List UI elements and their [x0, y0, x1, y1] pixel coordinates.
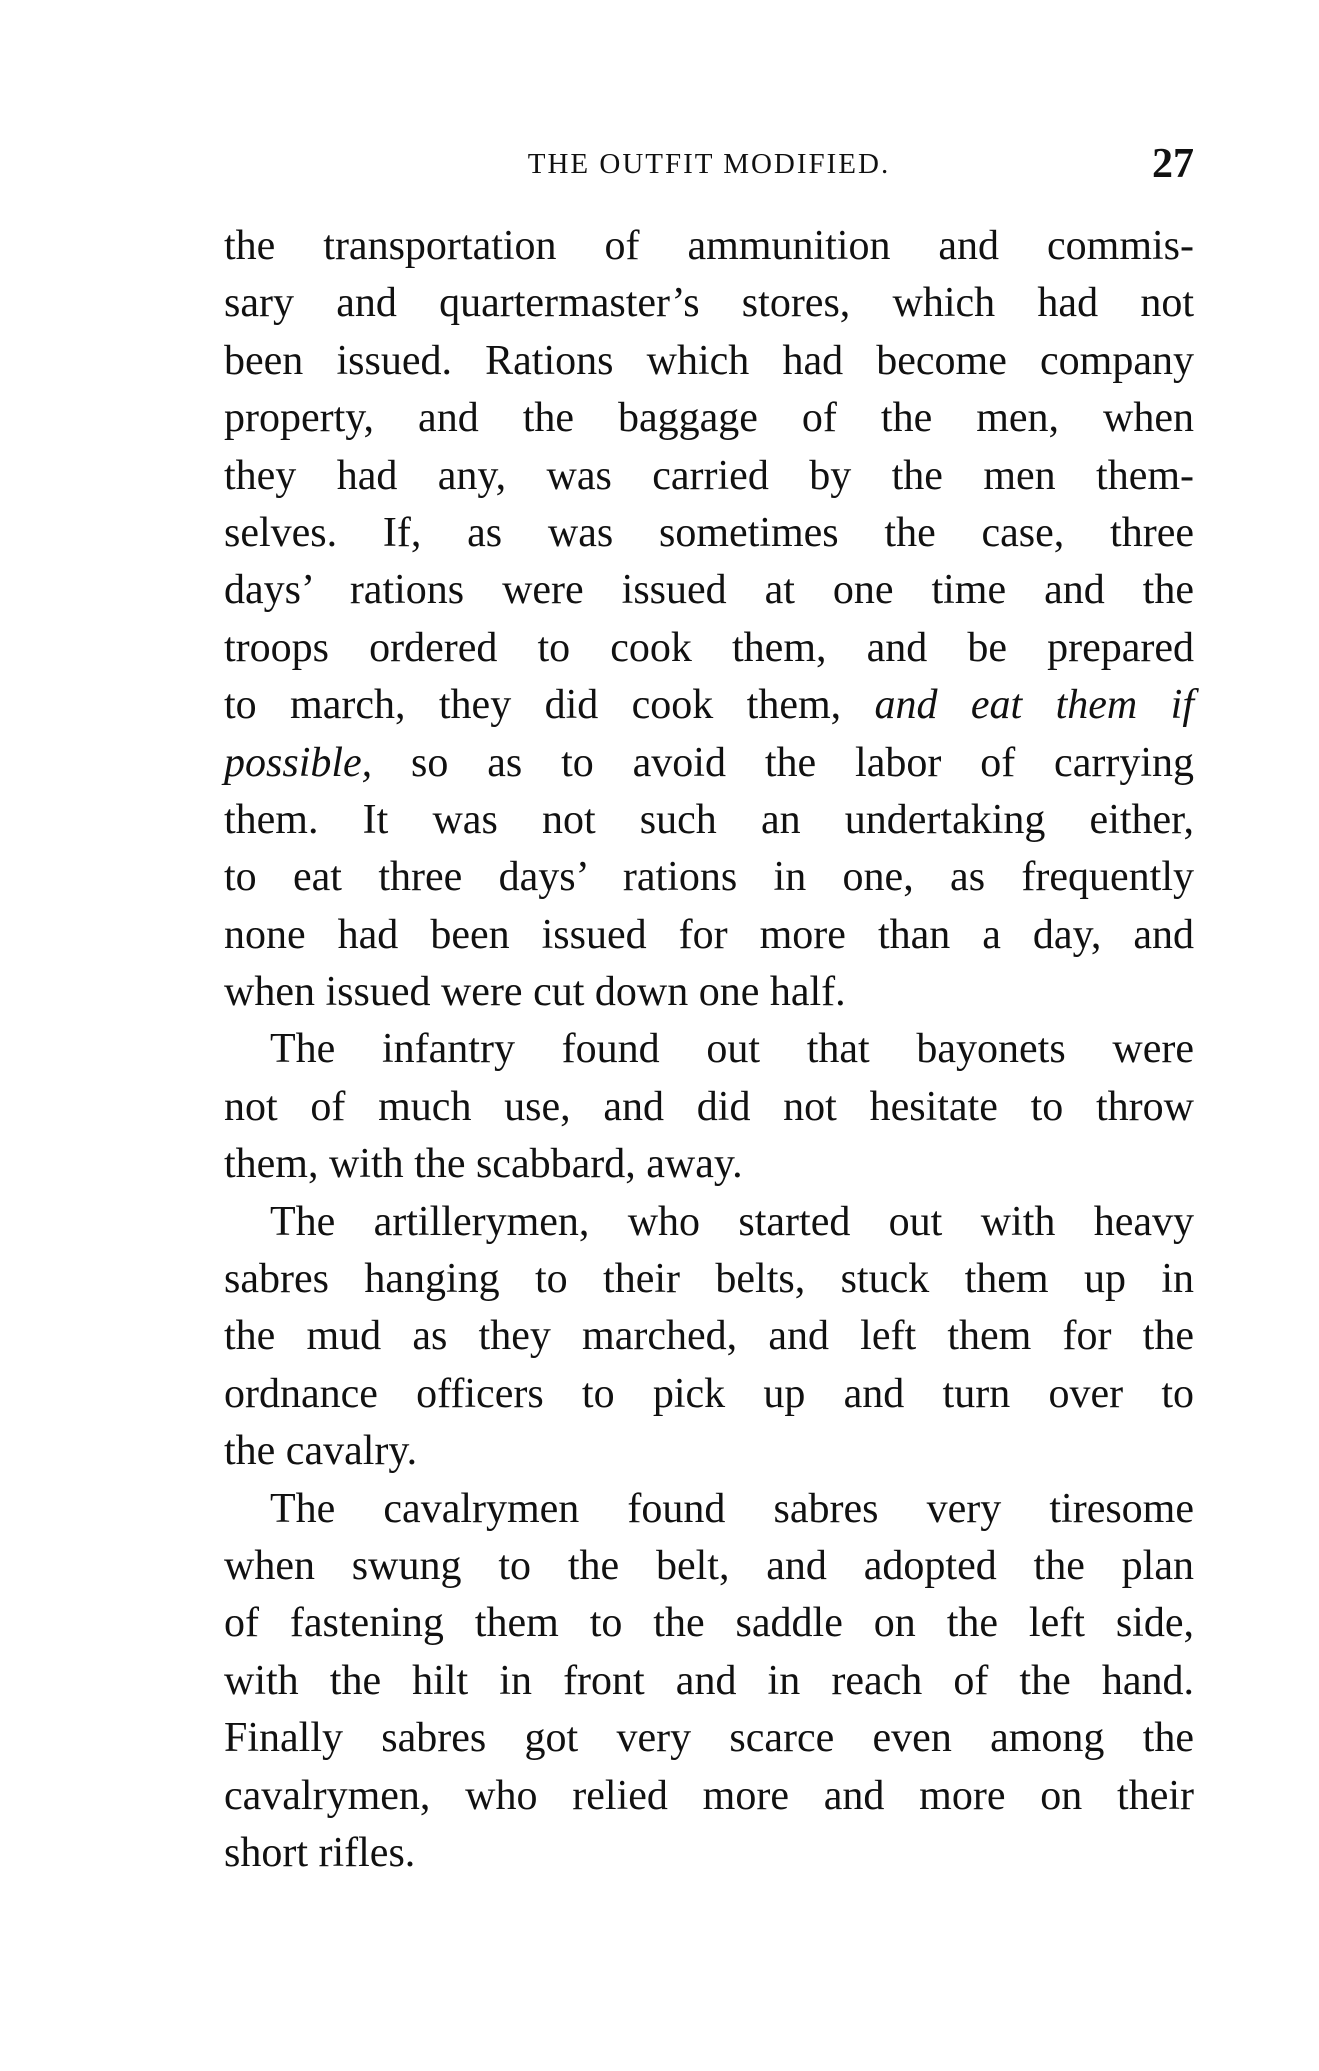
text-line: none had been issued for more than a day, and	[224, 911, 1194, 958]
text-line: property, and the baggage of the men, when	[224, 395, 1194, 442]
text-line: ordnance officers to pick up and turn over to	[224, 1370, 1194, 1417]
text-line: the cavalry.	[224, 1428, 418, 1475]
page-header	[224, 140, 1194, 187]
text-line: been issued. Rations which had become company	[224, 337, 1194, 384]
text-line: selves. If, as was sometimes the case, three	[224, 509, 1194, 556]
text-line: to eat three days’ rations in one, as frequently	[224, 854, 1194, 901]
running-title: THE OUTFIT MODIFIED.	[527, 148, 891, 180]
text-line: troops ordered to cook them, and be prepared	[224, 624, 1194, 671]
text-line: the mud as they marched, and left them for the	[224, 1313, 1194, 1360]
text-line: not of much use, and did not hesitate to throw	[224, 1083, 1194, 1130]
text-line: The artillerymen, who started out with heavy	[270, 1198, 1194, 1245]
paragraph-3	[224, 1194, 1194, 1481]
text-line: when issued were cut down one half.	[224, 969, 846, 1016]
text-line: short rifles.	[224, 1829, 416, 1876]
italic-text: and eat them if	[874, 682, 1194, 729]
page-body	[224, 218, 1194, 1882]
text-line	[224, 677, 1194, 734]
text-line: The infantry found out that bayonets were	[270, 1026, 1194, 1073]
text-line: days’ rations were issued at one time and the	[224, 567, 1194, 614]
page-number: 27	[1152, 141, 1194, 187]
text-span: so as to avoid the labor of carrying	[372, 739, 1194, 786]
paragraph-2	[224, 1021, 1194, 1193]
text-line: sabres hanging to their belts, stuck them up in	[224, 1256, 1194, 1303]
text-line: of fastening them to the saddle on the left side,	[224, 1600, 1194, 1647]
italic-text: possible,	[224, 739, 373, 786]
text-line	[224, 735, 1194, 792]
text-line: they had any, was carried by the men them-	[224, 452, 1194, 499]
text-line: them. It was not such an undertaking either,	[224, 796, 1194, 843]
text-line: with the hilt in front and in reach of the hand.	[224, 1657, 1194, 1704]
text-line: them, with the scabbard, away.	[224, 1141, 743, 1188]
text-line: the transportation of ammunition and commis-	[224, 223, 1194, 269]
text-line: Finally sabres got very scarce even among the	[224, 1715, 1194, 1762]
text-line: cavalrymen, who relied more and more on their	[224, 1772, 1194, 1819]
text-line: sary and quartermaster’s stores, which had not	[224, 280, 1194, 327]
paragraph-4	[224, 1481, 1194, 1883]
text-line: The cavalrymen found sabres very tiresome	[270, 1485, 1194, 1532]
paragraph-1	[224, 218, 1194, 1021]
text-line: when swung to the belt, and adopted the plan	[224, 1542, 1194, 1589]
text-span: to march, they did cook them,	[224, 682, 875, 729]
